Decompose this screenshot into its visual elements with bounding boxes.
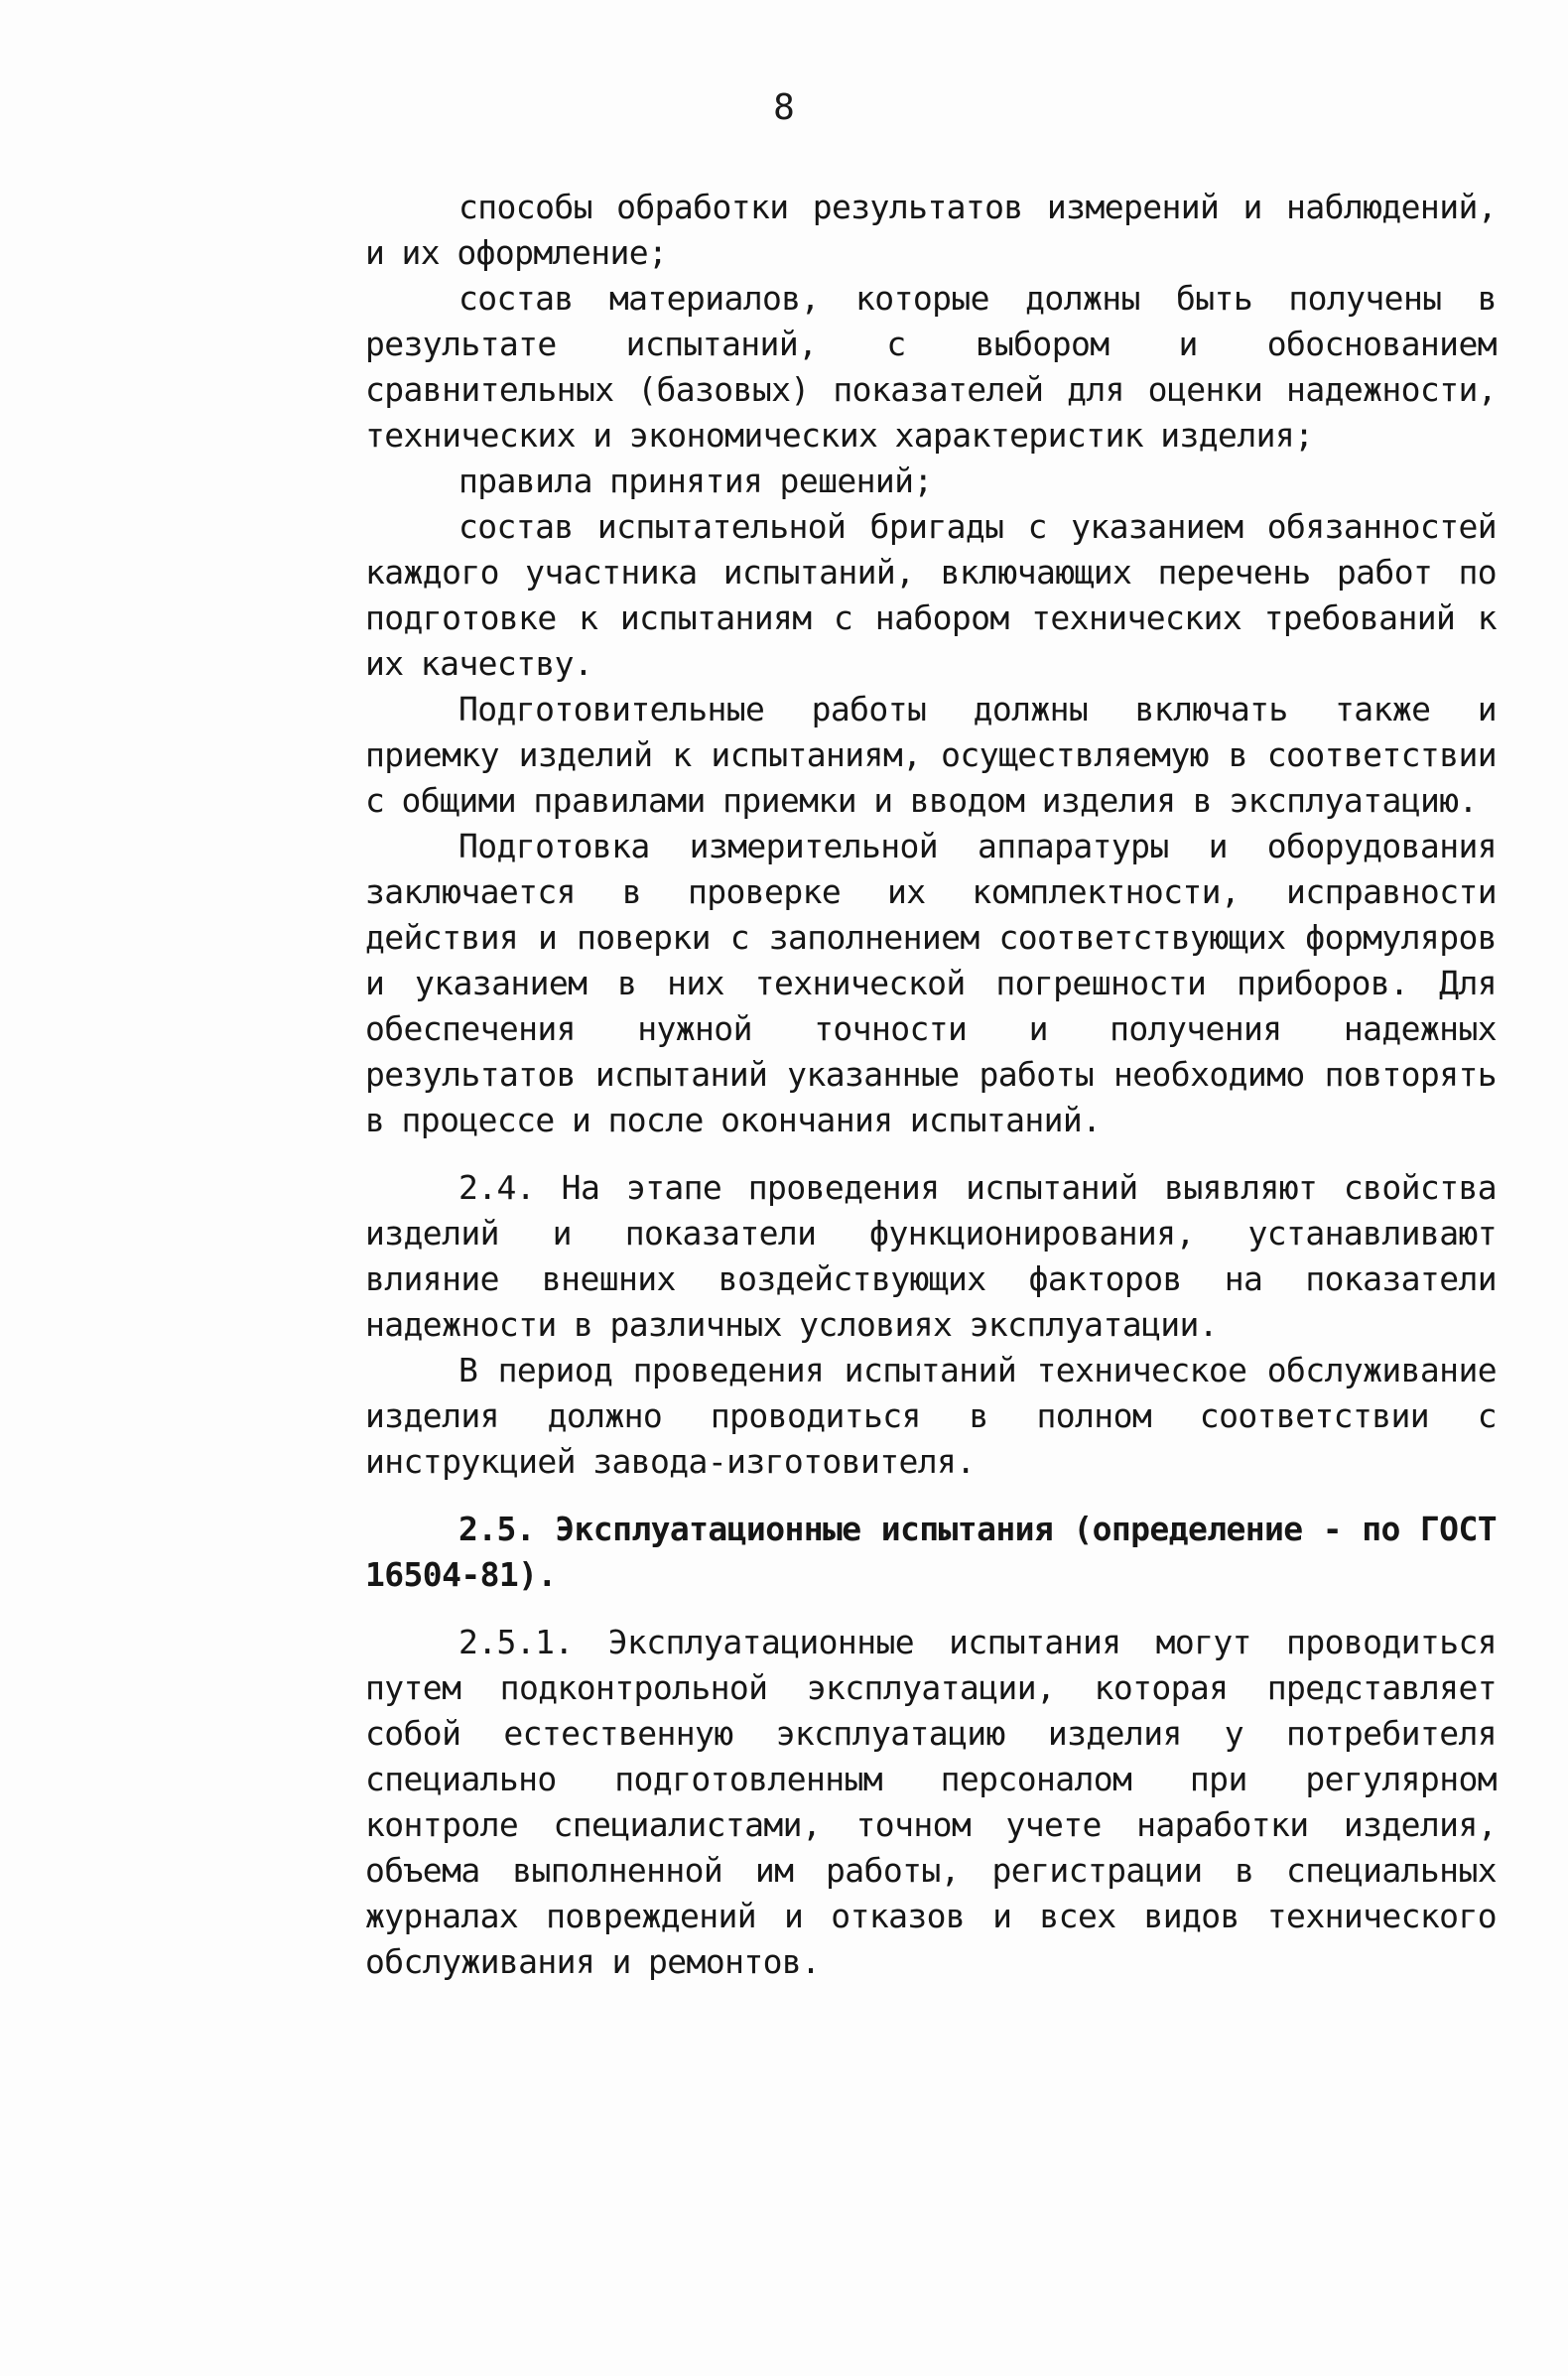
paragraph-decision-rules: правила принятия решений; [458, 462, 933, 500]
paragraph-maintenance: В период проведения испытаний техническое обслуживание изделия должно проводиться в полном соответствии с инструкцией завода-изготовителя. [365, 1351, 1497, 1481]
document-body [365, 185, 1497, 1985]
paragraph-processing-methods: способы обработки результатов измерений и наблюдений, и их оформление; [365, 188, 1497, 272]
page-number: 8 [773, 87, 795, 128]
paragraph-test-team: состав испытательной бригады с указанием обязанностей каждого участника испытаний, включающих перечень работ по подготовке к испытаниям с набором технических требований к их качеству. [365, 507, 1497, 683]
paragraph-materials-composition: состав материалов, которые должны быть получены в результате испытаний, с выбором и обоснованием сравнительных (базовых) показателей для оценки надежности, технических и экономических характеристик изделия; [365, 279, 1497, 455]
paragraph-equipment-preparation: Подготовка измерительной аппаратуры и оборудования заключается в проверке их комплектности, исправности действия и поверки с заполнением соответствующих формуляров и указанием в них технической погрешности приборов. Для обеспечения нужной точности и получения надежных результатов испытаний указанные работы необходимо повторять в процессе и после окончания испытаний. [365, 827, 1497, 1139]
paragraph-preparatory-works: Подготовительные работы должны включать также и приемку изделий к испытаниям, осуществляемую в соответствии с общими правилами приемки и вводом изделия в эксплуатацию. [365, 690, 1497, 820]
paragraph-section-2-5-1: 2.5.1. Эксплуатационные испытания могут проводиться путем подконтрольной эксплуатации, которая представляет собой естественную эксплуатацию изделия у потребителя специально подготовленным персоналом при регулярном контроле специалистами, точном учете наработки изделия, объема выполненной им работы, регистрации в специальных журналах повреждений и отказов и всех видов технического обслуживания и ремонтов. [365, 1623, 1497, 1981]
paragraph-section-2-4: 2.4. На этапе проведения испытаний выявляют свойства изделий и показатели функционирования, устанавливают влияние внешних воздействующих факторов на показатели надежности в различных условиях эксплуатации. [365, 1168, 1497, 1344]
paragraph-section-2-5: 2.5. Эксплуатационные испытания (определение - по ГОСТ 16504-81). [365, 1510, 1497, 1594]
